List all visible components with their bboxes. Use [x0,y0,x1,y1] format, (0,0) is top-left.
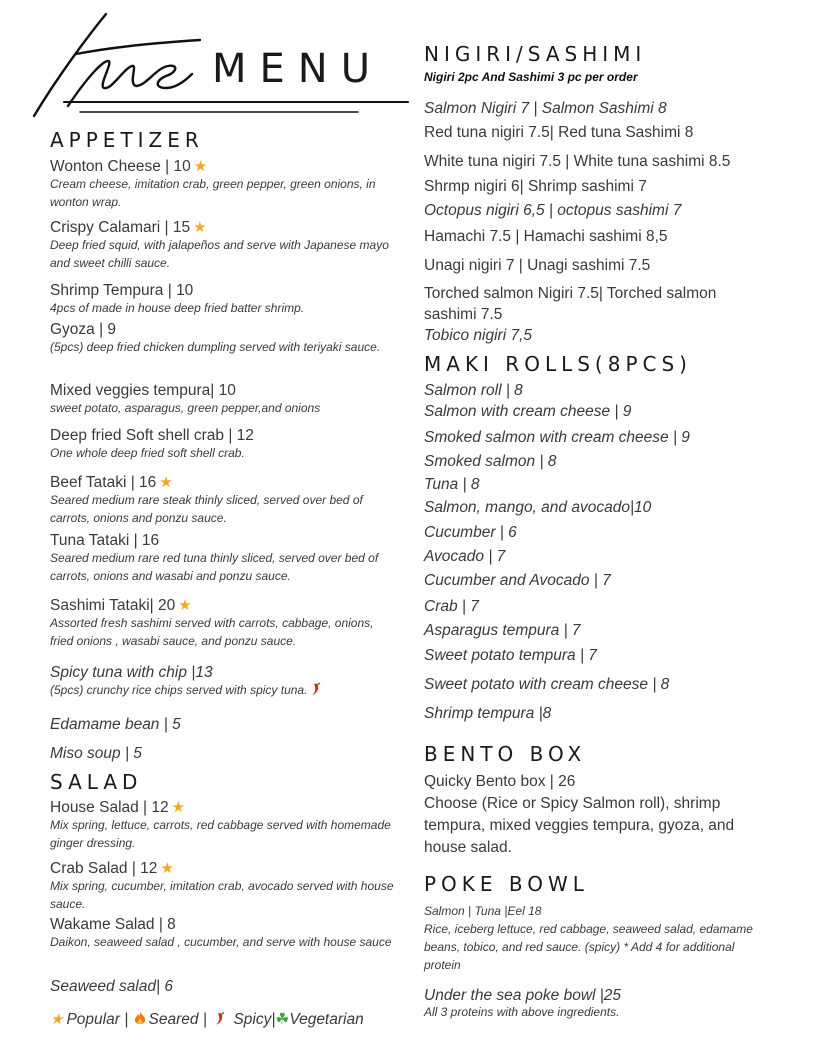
item-name: Seaweed salad| 6 [50,978,173,995]
item-description: Cream cheese, imitation crab, green pepper, green onions, in wonton wrap. [50,177,376,209]
item-description: sweet potato, asparagus, green pepper,and onions [50,401,321,415]
nigiri-item: Tobico nigiri 7,5 [424,327,532,344]
maki-item: Salmon, mango, and avocado|10 [424,499,652,516]
menu-item [50,596,400,650]
item-description: Seared medium rare steak thinly sliced, served over bed of carrots, onions and ponzu sauce. [50,493,363,525]
star-icon: ★ [159,474,173,491]
maki-item: Sweet potato with cream cheese | 8 [424,676,670,693]
star-icon: ★ [171,799,186,816]
nigiri-item: Octopus nigiri 6,5 | octopus sashimi 7 [424,202,682,219]
item-name: Deep fried Soft shell crab | 12 [50,427,254,444]
nigiri-item: Torched salmon Nigiri 7.5| Torched salmon sashimi 7.5 [424,285,717,323]
item-description: (5pcs) deep fried chicken dumpling served with teriyaki sauce. [50,340,381,354]
item-name: Crispy Calamari | 15 [50,219,191,236]
maki-item: Avocado | 7 [424,548,506,565]
nigiri-item: Salmon Nigiri 7 | Salmon Sashimi 8 [424,100,667,117]
menu-title: MENU [212,46,383,92]
chili-icon [311,682,325,702]
poke-special-name: Under the sea poke bowl |25 [424,987,622,1004]
item-name: Edamame bean | 5 [50,716,181,733]
menu-item [50,977,400,996]
menu-header [28,6,418,118]
nigiri-subtitle: Nigiri 2pc And Sashimi 3 pc per order [424,70,638,84]
item-name: Wakame Salad | 8 [50,916,176,933]
item-name: Wonton Cheese | 10 [50,158,191,175]
item-name: House Salad | 12 [50,799,169,816]
maki-item: Shrimp tempura |8 [424,705,552,722]
item-name: Shrimp Tempura | 10 [50,282,194,299]
menu-item [50,473,400,527]
menu-item [50,218,400,272]
maki-item: Tuna | 8 [424,476,480,493]
star-icon: ★ [193,219,207,236]
legend: ★ Popular | Seared | Spicy|☘Vegetarian [50,1010,364,1031]
item-description: Daikon, seaweed salad , cucumber, and serve with house sauce [50,935,392,949]
maki-item: Smoked salmon with cream cheese | 9 [424,429,690,446]
maki-item: Crab | 7 [424,598,479,615]
item-name: Sashimi Tataki| 20 [50,597,176,614]
menu-item [50,281,400,318]
bento-title: BENTO BOX [424,742,587,766]
bento-item-name: Quicky Bento box | 26 [424,773,576,790]
menu-item [50,426,400,463]
maki-title: MAKI ROLLS(8PCS) [424,352,692,376]
nigiri-item: White tuna nigiri 7.5 | White tuna sashimi 8.5 [424,153,731,170]
item-description: (5pcs) crunchy rice chips served with spicy tuna. [50,683,308,697]
nigiri-item: Unagi nigiri 7 | Unagi sashimi 7.5 [424,257,651,274]
flame-icon [133,1011,147,1031]
star-icon: ★ [193,158,208,175]
item-name: Gyoza | 9 [50,321,117,338]
menu-item [50,381,400,418]
item-description: Mix spring, lettuce, carrots, red cabbage served with homemade ginger dressing. [50,818,391,850]
nigiri-item: Red tuna nigiri 7.5| Red tuna Sashimi 8 [424,124,694,141]
menu-item [50,915,400,952]
item-name: Spicy tuna with chip |13 [50,664,213,681]
legend-spicy: Spicy [233,1011,272,1028]
maki-item: Cucumber and Avocado | 7 [424,572,611,589]
item-description: 4pcs of made in house deep fried batter shrimp. [50,301,305,315]
item-description: Assorted fresh sashimi served with carrots, cabbage, onions, fried onions , wasabi sauce, and ponzu sauce. [50,616,374,648]
salad-title: SALAD [50,770,143,794]
star-icon: ★ [160,860,174,877]
item-name: Mixed veggies tempura| 10 [50,382,236,399]
poke-description: Rice, iceberg lettuce, red cabbage, seaweed salad, edamame beans, tobico, and red sauce. (spicy) * Add 4 for additional protein [424,922,753,972]
poke-title: POKE BOWL [424,872,589,896]
legend-vegetarian: Vegetarian [289,1011,364,1028]
nigiri-item: Hamachi 7.5 | Hamachi sashimi 8,5 [424,228,668,245]
menu-item [50,715,400,734]
chili-icon [215,1011,229,1031]
item-name: Crab Salad | 12 [50,860,158,877]
menu-item [50,798,400,852]
menu-item [50,859,400,913]
appetizer-title: APPETIZER [50,128,204,152]
menu-item [50,157,400,211]
menu-item [50,663,400,702]
menu-item [50,531,400,585]
star-icon: ★ [178,597,192,614]
item-description: Mix spring, cucumber, imitation crab, avocado served with house sauce. [50,879,394,911]
maki-item: Salmon roll | 8 [424,382,523,399]
legend-seared: Seared [148,1011,199,1028]
item-name: Tuna Tataki | 16 [50,532,160,549]
item-description: Seared medium rare red tuna thinly sliced, served over bed of carrots, onions and wasabi and ponzu sauce. [50,551,379,583]
menu-item [50,320,400,357]
nigiri-title: NIGIRI/SASHIMI [424,42,647,66]
bento-description: Choose (Rice or Spicy Salmon roll), shrimp tempura, mixed veggies tempura, gyoza, and house salad. [424,795,735,856]
item-name: Miso soup | 5 [50,745,142,762]
poke-special-description: All 3 proteins with above ingredients. [424,1005,620,1019]
clover-icon: ☘ [275,1011,290,1028]
item-name: Beef Tataki | 16 [50,474,157,491]
menu-item [50,744,400,763]
maki-item: Smoked salmon | 8 [424,453,557,470]
maki-item: Sweet potato tempura | 7 [424,647,597,664]
item-description: Deep fried squid, with jalapeños and serve with Japanese mayo and sweet chilli sauce. [50,238,389,270]
maki-item: Cucumber | 6 [424,524,517,541]
star-icon: ★ [50,1011,64,1028]
maki-item: Salmon with cream cheese | 9 [424,403,632,420]
poke-item-name: Salmon | Tuna |Eel 18 [424,904,542,918]
item-description: One whole deep fried soft shell crab. [50,446,245,460]
maki-item: Asparagus tempura | 7 [424,622,581,639]
legend-popular: Popular [66,1011,120,1028]
nigiri-item: Shrmp nigiri 6| Shrimp sashimi 7 [424,178,647,195]
